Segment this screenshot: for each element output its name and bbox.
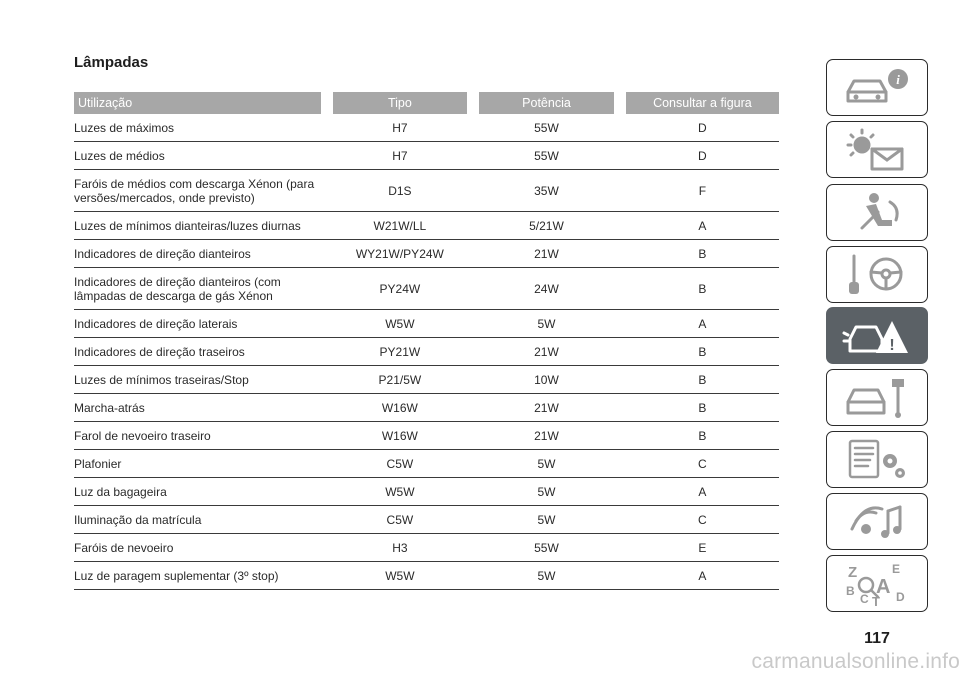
cell-type: W16W xyxy=(381,400,418,415)
header-type: Tipo xyxy=(333,92,468,114)
chapter-tab-maintenance[interactable] xyxy=(826,369,928,426)
cell-usage: Indicadores de direção laterais xyxy=(74,316,238,331)
cell-power: 35W xyxy=(534,183,559,198)
cell-figure: A xyxy=(698,568,707,583)
cell-usage: Iluminação da matrícula xyxy=(74,512,202,527)
table-row xyxy=(74,366,779,394)
table-row xyxy=(74,338,779,366)
chapter-tab-starting[interactable] xyxy=(826,246,928,303)
header-usage: Utilização xyxy=(74,92,321,114)
cell-figure: C xyxy=(698,512,707,527)
cell-figure: B xyxy=(698,400,707,415)
cell-power: 24W xyxy=(534,281,559,296)
cell-usage: Plafonier xyxy=(74,456,122,471)
cell-type: W21W/LL xyxy=(373,218,427,233)
light-mail-icon xyxy=(842,127,912,173)
key-steering-icon xyxy=(842,252,912,298)
cell-usage: Indicadores de direção traseiros xyxy=(74,344,245,359)
chapter-tab-specifications[interactable] xyxy=(826,431,928,488)
table-body xyxy=(74,114,779,590)
cell-power: 55W xyxy=(534,540,559,555)
cell-figure: F xyxy=(698,183,707,198)
cell-power: 21W xyxy=(534,428,559,443)
cell-figure: D xyxy=(698,148,707,163)
cell-type: PY21W xyxy=(379,344,421,359)
cell-figure: A xyxy=(698,484,707,499)
table-row xyxy=(74,170,779,212)
index-letter: A xyxy=(876,575,891,598)
cell-figure: B xyxy=(698,344,707,359)
cell-power: 55W xyxy=(534,120,559,135)
cell-figure: B xyxy=(698,372,707,387)
chapter-tab-warnings[interactable] xyxy=(826,121,928,178)
cell-power: 5W xyxy=(537,484,556,499)
table-row xyxy=(74,240,779,268)
cell-type: H7 xyxy=(392,148,408,163)
cell-usage: Farol de nevoeiro traseiro xyxy=(74,428,211,443)
cell-type: H7 xyxy=(392,120,408,135)
cell-usage: Luzes de máximos xyxy=(74,120,175,135)
chapter-tab-multimedia[interactable] xyxy=(826,493,928,550)
cell-usage: Indicadores de direção dianteiros (com lâmpadas de descarga de gás Xénon xyxy=(74,274,281,303)
cell-figure: A xyxy=(698,218,707,233)
page-number: 117 xyxy=(864,630,890,647)
alphabet-index-icon xyxy=(842,561,912,607)
cell-type: P21/5W xyxy=(378,372,422,387)
cell-usage: Faróis de nevoeiro xyxy=(74,540,174,555)
table-row xyxy=(74,394,779,422)
cell-figure: E xyxy=(698,540,707,555)
cell-type: W5W xyxy=(385,568,415,583)
cell-figure: B xyxy=(698,281,707,296)
cell-type: W5W xyxy=(385,484,415,499)
cell-type: C5W xyxy=(386,456,414,471)
cell-power: 5W xyxy=(537,568,556,583)
table-header xyxy=(74,92,779,114)
header-power: Potência xyxy=(479,92,614,114)
cell-power: 5/21W xyxy=(529,218,564,233)
table-row xyxy=(74,212,779,240)
cell-usage: Luz da bagageira xyxy=(74,484,167,499)
chapter-tab-safety[interactable] xyxy=(826,184,928,241)
table-row xyxy=(74,534,779,562)
index-letter: C xyxy=(860,591,869,606)
table-row xyxy=(74,114,779,142)
watermark: carmanualsonline.info xyxy=(751,650,960,673)
index-letter: Z xyxy=(848,563,858,581)
table-row xyxy=(74,422,779,450)
table-row xyxy=(74,506,779,534)
cell-figure: B xyxy=(698,246,707,261)
cell-usage: Luzes de mínimos traseiras/Stop xyxy=(74,372,249,387)
cell-usage: Indicadores de direção dianteiros xyxy=(74,246,251,261)
cell-power: 10W xyxy=(534,372,559,387)
cell-power: 55W xyxy=(534,148,559,163)
table-row xyxy=(74,562,779,590)
index-letter: B xyxy=(846,583,855,598)
cell-usage: Marcha-atrás xyxy=(74,400,145,415)
table-row xyxy=(74,142,779,170)
cell-type: H3 xyxy=(392,540,408,555)
car-info-icon xyxy=(842,65,912,111)
car-warning-icon xyxy=(842,313,912,359)
cell-figure: B xyxy=(698,428,707,443)
specs-gear-icon xyxy=(842,437,912,483)
cell-power: 5W xyxy=(537,316,556,331)
cell-type: W5W xyxy=(385,316,415,331)
index-letter: D xyxy=(896,589,905,604)
cell-type: C5W xyxy=(386,512,414,527)
cell-usage: Luz de paragem suplementar (3º stop) xyxy=(74,568,279,583)
cell-power: 21W xyxy=(534,246,559,261)
car-wrench-icon xyxy=(842,375,912,421)
cell-power: 21W xyxy=(534,344,559,359)
table-row xyxy=(74,478,779,506)
cell-type: W16W xyxy=(381,428,418,443)
cell-usage: Faróis de médios com descarga Xénon (para versões/mercados, onde previsto) xyxy=(74,176,315,205)
cell-usage: Luzes de mínimos dianteiras/luzes diurnas xyxy=(74,218,301,233)
section-title: Lâmpadas xyxy=(74,54,149,71)
cell-figure: D xyxy=(698,120,707,135)
cell-type: D1S xyxy=(388,183,412,198)
multimedia-icon xyxy=(842,499,912,545)
cell-power: 21W xyxy=(534,400,559,415)
svg-text:!: ! xyxy=(889,336,895,354)
header-figure: Consultar a figura xyxy=(626,92,779,114)
cell-type: WY21W/PY24W xyxy=(355,246,444,261)
chapter-tab-emergency[interactable] xyxy=(826,307,928,364)
table-row xyxy=(74,310,779,338)
cell-power: 5W xyxy=(537,456,556,471)
cell-power: 5W xyxy=(537,512,556,527)
index-letter: T xyxy=(872,593,880,607)
chapter-tab-index[interactable] xyxy=(826,555,928,612)
table-row xyxy=(74,268,779,310)
cell-type: PY24W xyxy=(379,281,421,296)
seat-airbag-icon xyxy=(842,190,912,236)
cell-figure: C xyxy=(698,456,707,471)
chapter-tab-dashboard[interactable] xyxy=(826,59,928,116)
svg-text:i: i xyxy=(896,71,900,87)
table-row xyxy=(74,450,779,478)
index-letter: E xyxy=(892,561,901,576)
cell-usage: Luzes de médios xyxy=(74,148,165,163)
cell-figure: A xyxy=(698,316,707,331)
bulb-table xyxy=(74,92,779,590)
